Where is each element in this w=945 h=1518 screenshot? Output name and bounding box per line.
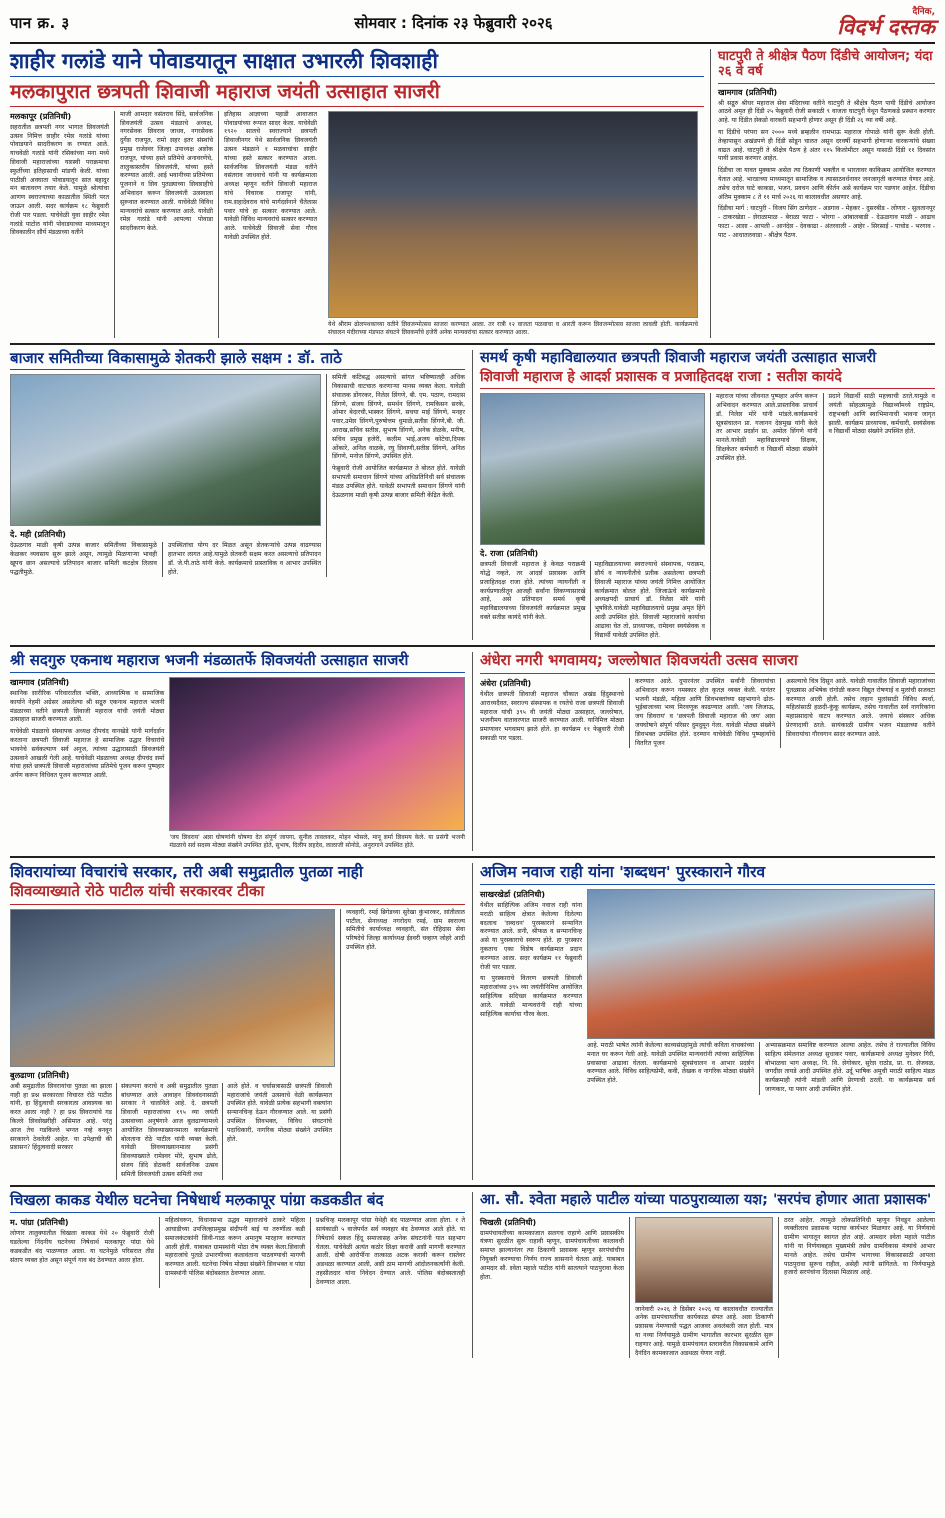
right-text-2: या दिंडीचे परंपरा सन २००० मध्ये ब्रम्हलीन रामभाऊ महाराज गोपाळे यांनी सुरू केली होती. तेव्हापासून अखंडपणे ही दिंडी सोडून चालत असून दरवर्षी सहभागी होणाऱ्या वारकऱ्यांचे संख्या वाढत आहे. घाटपुरी ते श्रीक्षेत्र पैठण हे अंतर ११५ किलोमीटर असून यासाठी दिंडी ११ दिवसांत पायी प्रवास करणार आहेत. [718,129,935,163]
shweta-headline: आ. सौ. श्वेता महाले पाटील यांच्या पाठपुराव्याला यश; 'सरपंच होणार आता प्रशासक' [480,1192,935,1213]
shweta-col-3 [778,1217,935,1359]
divider-1 [10,343,935,345]
samarth-text-4: प्रदाने विद्यार्थी साठी महत्त्वाची ठरते.यामुळे व जयंती सोहळ्यामुळे विद्यार्थ्यांमध्ये राष्ट्रप्रेम, राष्ट्रभक्ती आणि स्वाभिमानाची भावना जागृत झाली. कार्यक्रम प्राध्यापक, कर्मचारी, स्वयंसेवक व विद्यार्थी मोठ्या संख्येने उपस्थित होते. [828,393,935,436]
rothe-col-side [340,909,465,1180]
rothe-story [10,863,472,1180]
bajar-text-2: समिती कटिबद्ध असल्याचे सांगत भविष्यातही अधिक विकासाची वाटचाल करणाऱ्या मानस व्यक्त केला. यावेळी संचालक डोंगरकर, निलेश शिंगणे, बी. एम. पठाण, रामदास शिंगणे, संजय शिंगणे, समर्थन शिंगणे, रामकिसन सरके, ओमार बेदारची,भास्कर शिंगणे, सचया माई शिंगणे, मनहर पवार,उमेश शिंगणे,पुरुषोत्तम धुमाळे,सतीश शिंगणे,बी. जी. आराख,सचिव सतीश, सुभाष शिंगणे, अनेक शेळके, मनीष, सचिव प्रमुख हजेरी, कलीम भाई,अजय कोटेचा,दिपक ओंकारे, अनिल वाळके, रघु शिवाणी,सतीश शिंगणे, अनिल शिंगणे, मनोज शिंगणे, उपस्थित होते. [332,374,465,461]
rothe-text-2: संकल्पना कराचे व अबी समुद्रातील पुतळा बांधण्यात आले आवाहन शिववंदनासाठी सरकार ने चालविले आहे. दे. छत्रपती शिवाजी महाराजांच्या १९५ व्या जयंती उत्सवाच्या अनुषंगाने आज बुलढाण्यामध्ये आयोजित शिवव्याख्यानमाला कार्यक्रमाचे बोलताना रोठे पाटील यांनी व्यक्त केली. यावेळी शिवव्याख्यानमाला प्रसंगी शिवव्याख्याते रामेश्वर मोरे, सुभाष ढोले, संजय शिंदे शेठकरी सार्वजनिक उत्सव समिती शिवजयंती उत्सव समिती तथा [121,1082,218,1178]
divider-4 [10,1185,935,1187]
award-headline: अजिम नवाज राही यांना 'शब्दधन' पुरस्काराने गौरव [480,863,935,885]
rothe-byline: बुलढाणा (प्रतिनिधी) [10,1070,70,1080]
shweta-story [472,1192,935,1359]
paper-prefix: दैनिक, [912,7,935,17]
rothe-headline-2: शिवव्याख्याते रोठे पाटील यांची सरकारवर टीका [10,883,465,905]
lead-col-3 [218,111,322,338]
sadguru-photo-block [169,677,465,851]
right-top-story [710,49,935,338]
chikhala-col-1 [10,1217,159,1287]
chikhala-text-1: लोणार तालुक्यातील चिखला काकड येथे २० फेब्रुवारी रोजी घडलेल्या निंदनीय घटनेच्या निषेधार्थ मलकापूर पांग्रा येथे कडकडीत बंद पाळण्यात आला. या घटनेमुळे परिसरात तीव्र संताप व्यक्त होत असून संपूर्ण गाव बंद ठेवण्यात आला होता. [10,1230,154,1264]
right-byline: खामगाव (प्रतिनिधी) [718,87,778,97]
shweta-portrait [635,1217,773,1303]
lead-text-3: इतिहास आज्ञाच्या पहाडी आवाजात पोवाडयांच्या रूपात सादर केला. याचेवेळी १९२० सालचे स्वराज्याने छत्रपती शिवाजीनगर येथे सार्वजनिक शिवजयंती उत्सव मंडळाने १ मळवाचांचा शाहीर यांच्या हस्ते सत्कार करण्यात आला. सार्वजनिक शिवजयंती मंडळ वतीने वसंतराव जाधवाचे यांनी या कार्यक्रमाला अध्यक्ष म्हणून वतीने शिवाजी महाराज यांचे विचारक राजापूर यांनी, राम.शहादेवराव यांचे मार्गदर्शनाने चैतेलास पवार यांचे हा सत्कार करण्यात आले. यावेळी विविध मान्यवरांचे सत्कार करण्यात आले. याचेवेळी शिवाजी सेवा गौरव यावेळी उपस्थित होते. [224,110,317,241]
lead-headline-2: मलकापुरात छत्रपती शिवाजी महाराज जयंती उत्साहात साजरी [10,80,704,107]
fourth-band [10,863,935,1180]
samarth-photo-block [480,393,710,640]
sadguru-text-block [10,677,169,851]
masthead [10,8,935,44]
chikhala-col-2 [159,1217,310,1287]
chikhala-headline: चिखला काकड येथील घटनेचा निषेधार्थ मलकापूर पांग्रा कडकडीत बंद [10,1192,465,1214]
issue-date: सोमवार : दिनांक २३ फेब्रुवारी २०२६ [354,14,553,32]
lead-photo-caption: येथे श्रीराम ढोलपथकाच्या वतीने शिवजन्मोत्सव साजरा करण्यात आला. तर रात्री १२ वाजता पळवाचा व आरती करून शिवजन्मोत्सव साजरा लावली होती. कार्यक्रमाचे संचालन मंदीराच्या मंडपात संघटने शिवकर्मांचे हजेरी अनेक मान्यवरांचा सत्कार करण्यात आला. [328,320,698,337]
award-photo [587,889,935,1039]
andhera-text-3: असल्याचे चित्र दिसून आले. यावेळी गावातील शिवाजी महाराजांच्या पुतळ्यास अभिषेक रांगोळी करून विद्युत रोषणाई व मुलांची सजवटा करण्यात आली होती. तसेच लहान मुलांसाठी विविध स्पर्धा, महिलांसाठी हळदी-कुंकू कार्यक्रम, तसेच गावातील सर्व नागरिकांना महाप्रसादाचे वाटप करण्यात आले. जयाचे संस्कार अधिक प्रेरणादायी ठरले. सायंकाळी ग्रामीण भजन मंडळाच्या वतीने शिवरायांचा गौरवगान सादर करण्यात आले. [786,678,935,738]
samarth-text-2: महाविद्यालयाच्या स्वराज्याचे संस्थापक, पराक्रम, शौर्य व न्यायनीतीचे प्रतीक असलेल्या छत्रपती शिवाजी महाराज यांच्या जयंती निमित्त आयोजित कार्यक्रमात बोलत होते. जिजाऊंचे कार्यक्रमाचे अध्यक्षपदी प्राचार्य डॉ. निलेश मोरे यांनी भूषविले.यावेळी महाविद्यालयाचे प्रमुख अमृत हिंगे आदी उपस्थित होते. शिवाजी महाराजांचे कार्याचा आढावा घेत तो, प्राध्यापक, रामेश्वर स्वयंसेवक व विद्यार्थी यावेळी उपस्थित होते. [594,561,705,639]
right-headline: घाटपुरी ते श्रीक्षेत्र पैठण दिंडीचे आयोजन; यंदा २६ वे वर्ष [718,49,935,84]
award-byline: साखरखेर्डा (प्रतिनिधी) [480,890,545,900]
rothe-text-4: आले होते. व चर्चासत्रासाठी छत्रपती शिवाजी महाराजांचे जयंती उत्सवाचे वेळी कार्यक्रमात उपस्थित होते. यावेळी प्रत्येक सहभागी वक्त्यांना सन्मानचिन्ह देऊन गौरवण्यात आले. या प्रसंगी उपस्थित शिवभक्त, विविध संघटनांचे पदाधिकारी, नागरिक मोठ्या संख्येने उपस्थित होते. [227,1082,332,1143]
sadguru-photo [169,677,465,831]
andhera-col-1 [480,678,629,748]
page-number: पान क्र. ३ [10,14,70,32]
sadguru-text-2: याचेवेळी मंडळाचे संस्थापक अध्यक्ष दीपचंद वानखेडे यांनी मार्गदर्शन करताना छत्रपती शिवाजी महाराज हे सामाजिक उद्धार विचारांचे भावनेचे सर्वकल्याण सर्व अनुज, त्यांच्या उद्धारासाठी शिवजयंती उत्सवाने आखली गेली आहे. याचेवेळी मंडळाच्या अध्यक्ष दीपचंद शर्मा यांचा हस्ते छत्रपती शिवाजी महाराजांच्या प्रतिमेचे पूजन करून पुष्पहार अर्पण करून विधिवत पूजन करण्यात आली. [10,728,165,780]
bajar-text-3: उपस्थितांचा योग्य दर मिळत असून शेतकऱ्यांचे उत्पन्न वाढण्यास हातभार लागत आहे.यामुळे शेतकरी सक्षम करत असल्याचे प्रतिपादन डॉ. जे.पी.ताठे यांनी केले. कार्यक्रमाचे प्रास्ताविक व आभार उपस्थित होते. [168,542,321,576]
lead-col-2 [114,111,218,338]
chikhala-story [10,1192,472,1359]
samarth-col-3 [710,393,823,640]
shweta-text-3: ठरत आहेत. त्यामुळे लोकप्रतिनिधी म्हणून निवडून आलेल्या व्यक्तीलाच प्रशासक पदाचा कार्यभार मिळणार आहे. या निर्णयाचे ग्रामीण भागातून स्वागत होत आहे. आमदार श्वेता महाले पाटील यांनी या निर्णयाबद्दल मुख्यमंत्री तसेच ग्रामविकास मंत्र्यांचे आभार मानले आहेत. तसेच ग्रामीण भागाच्या विकासासाठी आपला पाठपुरावा सुरूच राहील, असेही त्यांनी सांगितले. या निर्णयामुळे हजारो सरपंचांना दिलासा मिळाला आहे. [784,1216,935,1277]
bajar-text-4: फेब्रुवारी रोजी आयोजित कार्यक्रमात ते बोलत होते. यावेळी सभापती समाधान शिंगणे यांच्या अधिप्रतिनिधी सर्व संचालक मंडळ उपस्थित होते. यावेळी सभापती समाधान शिंगणे यांनी देऊळगाव माळी कृषी उत्पन्न बाजार समिती केंद्रित केली. [332,465,465,499]
samarth-photo [480,393,705,545]
lead-story [10,49,710,338]
samarth-headline-2: शिवाजी महाराज हे आदर्श प्रशासक व प्रजाहितदक्ष राजा : सतीश कायंदे [480,369,935,390]
sadguru-story [10,652,472,850]
andhera-col-2 [629,678,780,748]
samarth-text-1: छत्रपती शिवाजी महाराज हे केवळ पराक्रमी योद्धे नव्हते, तर आदर्श प्रशासक आणि प्रजाहितदक्ष राजा होते. त्यांच्या न्यायनीती व कार्यप्रणालीतून आजही सर्वांना शिकण्यासारखे आहे, असे प्रतिपादन समर्थ कृषी महाविद्यालयाच्या शिवजयंती कार्यक्रमात प्रमुख वक्ते सतीश कायंदे यांनी केले. [480,561,586,621]
lead-text-2: माजी आमदार वसंतराव सिंदे, सार्वजनिक शिवजयंती उत्सव मंडळाचे अध्यक्ष, नगरसेवक शिवराव जाधव, नगरसेवक दुर्गेश राजपूत, रामो शहर इतर संस्थांचे प्रमुख राजेश्वर जिल्हा उपाध्यक्ष अशोक राजपूत, यांच्या हस्ते प्रतिमेचे अनावरणेचे, तालुकास्तरीय शिवजयंती, यांच्या हस्ते करण्यात आली. आई भवानीच्या प्रतिमेच्या पूजनाने व शिव पुतळ्याच्या शिवशाहीचे अभिवादन करून शिवजयंती उत्सवाला सुरूवात करण्यात आली. याचेवेळी विविध मान्यवरांचे सत्कार करण्यात आले. यावेळी रमेश गलांडे यांनी आपल्या पोवाडा सादरीकरण केले. [120,110,213,233]
right-text-3: दिंडीचा जा यावत मुक्काम असेल त्या ठिकाणी भक्तीत व भारतावर काकिक्रम आयोजित करण्यात येतात आहे. भारडाच्या माध्यमातून सामाजिक व त्यासाठवर्धनावर जनजागृती करण्यात येणार आहे. तसेच दरोज घाटे काकडा, भजन, प्रवचन आणि कीर्तन असे कार्यक्रम पार पडणार आहेत. दिंडीचा अंतिम मुक्काम ८ ते ११ मार्च २०२६ या कालावधीत असणार आहे. [718,167,935,201]
lead-byline: मलकापूर (प्रतिनिधी) [10,111,72,121]
second-band [10,350,935,641]
andhera-headline: अंधेरा नगरी भगवामय; जल्लोषात शिवजयंती उत्सव साजरा [480,652,935,674]
andhera-col-3 [780,678,935,748]
award-text-4: अभ्यासक्रमात समाविष्ट करण्यात आल्या आहेत. तसेच ते राज्यातील विविध साहित्य संमेलनात अध्यक्ष सुधाकर पवार, कार्यक्रमाचे अध्यक्ष मुनेश्वर गिरी, बोभाळचा भाग अध्यक्ष, नि. वि. शेगोकार, सुरेश राठोड, प्रा. रा. शेजवळ, जगदीश तायडे आदी उपस्थित होते. उर्दू भाषिक अमुची मराठी साहित्य मंडळ कार्यक्रमाही त्यांनी मांडली आणि प्रेरणाची ठरली. या कार्यक्रमास सर्व जाणकार, या पवार आदी उपस्थित होते. [765,1042,935,1094]
bajar-text-1: देऊळगाव माळी कृषी उत्पन्न बाजार समितीच्या विकासामुळे केळकर व्यवसाय सुरू झाले असून, त्यामुळे मिळणाऱ्या भावही खूपच छान असल्याचे प्रतिपादन बाजार समिती कटक्षेत्र लिलाव पद्धतीमुळे. [10,542,157,576]
shweta-text-1: ग्रामपंचायतीच्या कामकाजात सलगच राहाणे आणि प्रशासकीय यंत्रणा सुरळीत सुरू राहावी म्हणून, ग्रामपंचायतीच्या कालावधी समाप्त झाल्यानंतर त्या ठिकाणी प्रशासक म्हणून सरपंचांचीच नियुक्ती करण्याचा निर्णय राज्य शासनाने घेतला आहे. याबाबत आमदार सौ. श्वेता महाले पाटील यांनी सातत्याने पाठपुरावा केला होता. [480,1229,624,1281]
chikhala-byline: म. पांग्रा (प्रतिनिधी) [10,1218,69,1228]
lead-photo [328,111,698,318]
samarth-headline-1: समर्थ कृषी महाविद्यालयात छत्रपती शिवाजी महाराज जयंती उत्साहात साजरी [480,349,877,366]
bajar-photo-block [10,374,326,577]
right-text-1: श्री सद्गुरु श्रीधर महाराज सेवा मंदिराच्या वतीने घाटपुरी ते श्रीक्षेत्र पैठण पायी दिंडीचे आयोजन आठवे अमृत ही दिंडी २५ फेब्रुवारी रोजी सकाळी ९ वाजता घाटपुरी येथून पैठणकडे प्रस्थान करणार आहे. या दिंडीत शेकडो वारकरी सहभागी होणार असून ही दिंडी २६ व्या वर्षी आहे. [718,99,935,125]
shweta-text-2: जानेवारी २०२६ ते डिसेंबर २०२६ या कालावधीत राज्यातील अनेक ग्रामपंचायतींचा कार्यकाळ संपत आहे. अशा ठिकाणी प्रशासक नेमण्याची पद्धत आजवर अवलंबली जात होती. मात्र या नव्या निर्णयामुळे ग्रामीण भागातील कारभार सुरळीत सुरू राहणार आहे. यामुळे ग्रामपंचायत स्तरावरील विकासकामे आणि दैनंदिन कामकाजात अडथळा येणार नाही. [635,1305,774,1357]
paper-logo [837,8,935,38]
sadguru-headline: श्री सदगुरु एकनाथ महाराज भजनी मंडळातर्फे शिवजयंती उत्साहात साजरी [10,652,465,673]
lead-headline-1: शाहीर गलांडे याने पोवाडयातून साक्षात उभारली शिवशाही [10,49,704,77]
samarth-col-4 [823,393,935,640]
bajar-col-side [326,374,465,577]
shweta-col-1 [480,1217,629,1359]
chikhala-text-3: प्रश्नचिन्ह मलकापूर पांग्रा येथेही बंद पाळण्यात आला होता. १ ते सायंकाळी ५ वाजेपर्यंत सर्व व्यवहार बंद ठेवण्यात आले होते. या निषेधार्थ सकल हिंदू समाजासह अनेक संघटनांनी यात सहभाग घेतला. याचेवेळी अत्यंत कठोर शिक्षा करावी अशी मागणी करण्यात आली. दोषी आरोपींना तात्काळ अटक करावी करून रास्तेवर अडथळा करण्यात आली, अशी ठाम मागणी आंदोलनकर्त्यांनी केली. तहसीलदार यांना निवेदन देण्यात आले. पोलिस बंदोबस्तातही ठेवण्यात आला. [316,1217,465,1286]
award-col-1 [480,889,587,1095]
shweta-col-2 [629,1217,778,1359]
rothe-photo-block [10,909,340,1180]
bajar-byline: दे. मही (प्रतिनिधी) [10,530,66,540]
andhera-byline: अंधेरा (प्रतिनिधी) [480,679,532,689]
lead-text-1: शहरातील छत्रपती नगर भागात शिवजयंती उत्सव निमित्त शाहीर रमेश गलांडे यांच्या पोवाडयाने सादरीकरण क रण्यात आले. याचवेळी गलांडे यांनी रसिकांच्या मना मध्ये शिवाजी महाराजांच्या यशस्वी पराक्रमाचा स्फुर्तीच्या इतिहासाची मांडणी केली. यांच्या पाठीशी अवघाता पोवाडयातून सात बहादुर मन बातावरण तयार केले. यामुळे श्रोत्यांचा आणण स्वराज्याच्या काळातील स्थिती परत जाऊन आली. सदर कार्यक्रम १८ फेब्रुवारी रोजी पार पडला. याचेवेळी युवा शाहीर रमेश गलांडे पाटोल यांनी पोवाडयाच्या माध्यमातून शिवकालीन शौर्य मंडळाच्या वतीने [10,123,109,237]
fifth-band [10,1192,935,1359]
samarth-byline: दे. राजा (प्रतिनिधी) [480,549,539,559]
rothe-text-1: अबी समुद्रातील शिवरायांचा पुतळा का झाला नाही हा प्रश्न सरकारला विचारत रोठे पाटील यांनी, हा हिंदुत्वाची सरकारला आवश्यक का करत आला नाही ? हा प्रश्न शिवरायांचे गड किल्ले शिवशेखरीही असिमात आहे. परंतु आज तेच गडकिल्ले भग्नत नव्हे बनवून सरकारने ठेवलेली आहेत. या उपेक्षाची की प्रशासन? हिंदुत्ववादी सरकार [10,1082,112,1152]
award-story [472,863,935,1180]
bajar-headline: बाजार समितीच्या विकासामुळे शेतकरी झाले सक्षम : डॉ. ताठे [10,350,465,371]
top-block [10,49,935,338]
award-text-2: या पुरस्काराचे वितरण छत्रपती शिवाजी महाराजांच्या ३९५ व्या जयंतीनिमित्त आयोजित साहित्यिक सदिच्छा कार्यक्रमात करण्यात आले. यावेळी मान्यवरांनी राही यांच्या साहित्यिक कार्याचा गौरव केला. [480,975,582,1018]
chikhala-col-3 [310,1217,465,1287]
samarth-text-3: महाराज यांच्या जीवनात पुष्पहार अर्पण करून अभिवादन करण्यात आले.प्रास्ताविक प्राचार्य डॉ. निलेश मोरे यांनी मांडले.कार्यक्रमाचे सूत्रसंचालन प्रा. गजानन देशमुख यांनी केले तर आभार प्रदर्शन प्रा. अमोल शिंगणे यांनी मानले.यावेळी महाविद्यालयाचे शिक्षक, शिक्षकेतर कर्मचारी व विद्यार्थी मोठ्या संख्येने उपस्थित होते. [716,393,818,462]
paper-title: विदर्भ दस्तक [837,15,935,39]
andhera-text-2: करण्यात आले. दुपारनंतर उपस्थित सर्वांनी शिवरायांचा अभिवादन करून नमस्कार होत कृतज्ञ व्यक्त केली. यानंतर भजनी मंडळी, महिला आणि शिवभक्तांच्या सहभागाने ढोल-भुईबाजाच्या भव्य मिरवणूक काढण्यात आली. 'जय जिजाऊ, जय शिवराय' व 'छत्रपती शिवाजी महाराज की जय' अशा जयघोषाने संपूर्ण परिसर दुमदुमून गेला. यावेळी मोठ्या संख्येने शिवभक्त उपस्थित होते. दरम्यान याचेवेळी विविध पुष्पहार्याचे वितरित पूजन [635,678,776,747]
third-band [10,652,935,850]
award-text-3: आहे. मराठी भाषेत त्यांनी केलेल्या काव्यसंग्रहांमुळे त्यांची कविता वाचकांच्या मनात घर करून गेली आहे. यावेळी उपस्थित मान्यवरांनी त्यांच्या साहित्यिक प्रवासाचा आढावा घेतला. कार्यक्रमाचे सूत्रसंचालन व आभार प्रदर्शन करण्यात आले. विविध साहित्यप्रेमी, कवी, लेखक व नागरिक मोठ्या संख्येने उपस्थित होते. [587,1042,754,1085]
sadguru-photo-caption: 'जय शिवराय' अशा घोषणांनी घोषणा देत संपूर्ण जायगा, सुनील तावलकर, मोहन भोसले, मानू शर्मा शिवमय केले. या प्रसंगी भजनी मंडळाचे सर्व सदस्य मोठ्या संख्येने उपस्थित होते, सुभाष, दिलीप शहदेव, लालाजी सोनोडे, अनुरागाने उपस्थित होते. [169,834,465,850]
sadguru-text-1: स्थानिक शारीरिक परिवारातील भक्ति, आध्यात्मिक व सामाजिक कार्याने नेहमी अग्रेसर असलेल्या श्री सद्गुरु एकनाथ महाराज भजनी मंडळाच्या वतीने छत्रपती शिवाजी महाराज यांची जयंती मोठ्या उत्साहात साजरी करण्यात आली. [10,690,165,724]
bajar-photo [10,374,321,526]
chikhala-text-2: महिलांवरून, विधानसभा उद्धव महाराजांचे ठाकरे महिला आघाडीच्या उपजिल्हाप्रमुख संदीपनी बाई या तरुणींला कडी समाजकंटकांनी शिवी-गाळ करून अमानुष मारहाण करण्यात आली होती. याबाबत ग्रामस्थांनी मोठा रोष व्यक्त केला.शिवाजी महाराजांचे पुतळे उभारणीच्या कलावंताना पाठवण्याची मागणी करण्यात आली. घटनेचा निषेध मोठ्या संख्येने शिवभक्त व पांग्रा ग्रामस्थांनी पोलिस बंदोबस्तात ठेवण्यात आला. [165,1217,306,1278]
award-text-1: येथील साहित्यिक अजिम नवाज राही यांना मराठी साहित्य क्षेत्रात केलेल्या दिलेल्या बदलाच 'शब्दधन' पुरस्काराने सन्मानित करण्यात आले. शनी, श्रीफळ व सन्मानचिन्ह असे या पुरस्काराचे स्वरूप होते. हा पुरस्कार नुकताच एका विशेष कार्यक्रमात प्रदान करण्यात आला. सदर कार्यक्रम ११ फेब्रुवारी रोजी पार पडला. [480,902,582,971]
award-right-block [587,889,935,1095]
rothe-photo [10,909,335,1067]
lead-col-1 [10,111,114,338]
samarth-story [472,350,935,641]
shweta-byline: चिखली (प्रतिनिधी) [480,1217,537,1227]
sadguru-byline: खामगाव (प्रतिनिधी) [10,678,70,688]
right-text-4: दिंडीचा मार्ग : घाटपुरी - विजय सिंग ठाणेदार - अडगाव - मेहकर - दुसरबीड - लोणार - सुलतानपूर - टाकरखेडा - शेराळामाळ - बेराळा फाटा - भोरगा - आंबालबाडी - देऊळगाव माळी - आढाव फाटा - आशा - आपली - आनंदेश - देवकाढा - अंतरवाली - आहेर - सिरसाई - पाचोड - भरगाव - पाट - आधातलवाडा - श्रीक्षेत्र पैठण. [718,205,935,239]
bajar-story [10,350,472,641]
andhera-text-1: येथील छत्रपती शिवाजी महाराज चौकात अखंड हिंदुस्थानचे आराध्यदैवत, स्वराज्य संस्थापक व रयतेचे राजा छत्रपती शिवाजी महाराज यांची ३९५ वी जयंती मोठ्या उत्साहात, जल्लोषात, भजनीमय वातावरणात साजरी करण्यात आली. यानिमित्त मोठ्या प्रमाणावर भगवामय झाले होते. हा कार्यक्रम ११ फेब्रुवारी रोजी सकाळी पार पडला. [480,691,624,743]
andhera-story [472,652,935,850]
divider-2 [10,645,935,647]
rothe-text-3: व्यवहारी, रमई ब्रिगेडच्या सुरेखा कुंभारकर, शांतीलाल पाटील, सेनाध्यक्ष नगरोदय रमई, ग्राम स्वराज्य समितीचे कार्याध्यक्ष व्यवहारी, संत रोहिदास सेवा परिषदेचे जिल्हा कार्याध्यक्ष ईश्वरी चव्हाण जोहरे आदी उपस्थित होते. [346,908,465,951]
rothe-headline-1: शिवरायांच्या विचारांचे सरकार, तरी अबी समुद्रातील पुतळा नाही [10,862,363,881]
lead-photo-block [322,111,698,338]
divider-3 [10,856,935,858]
